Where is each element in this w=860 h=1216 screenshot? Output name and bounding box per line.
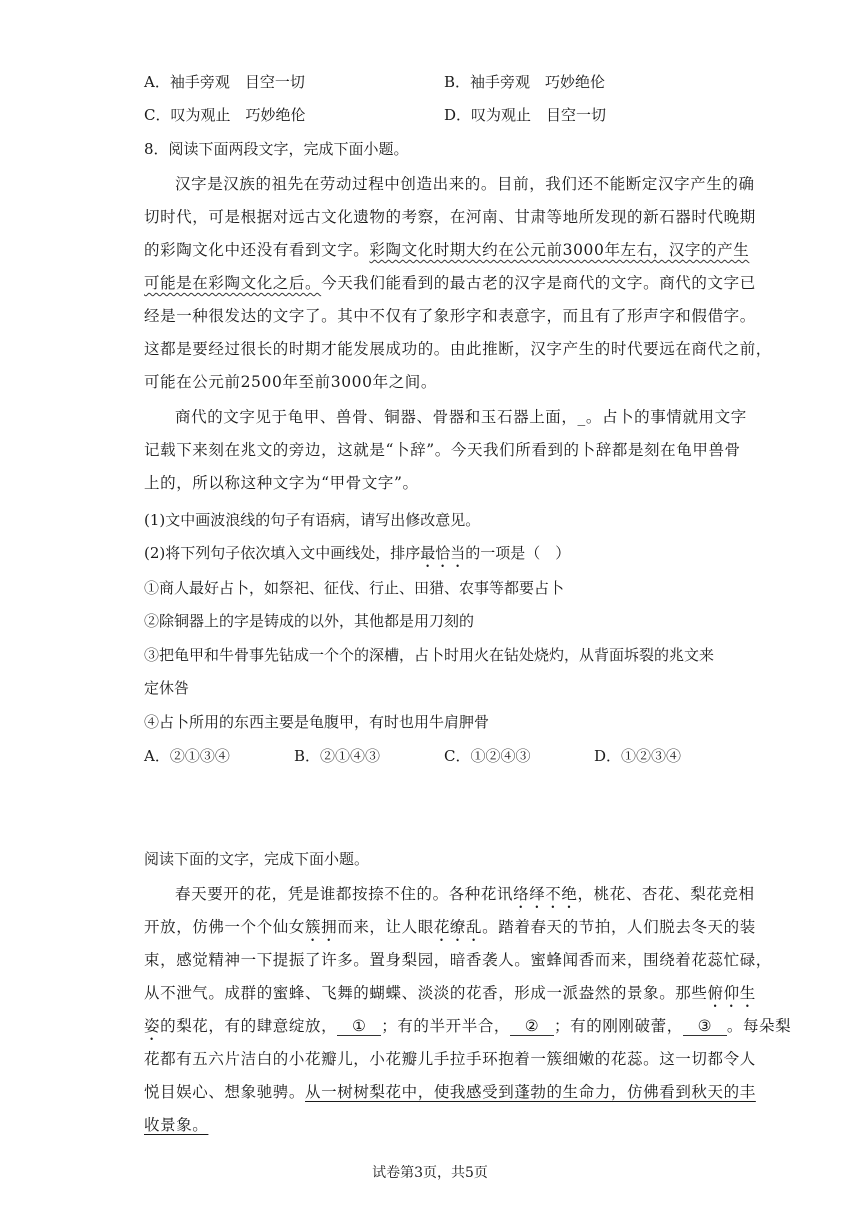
- q9-line-2: [144, 917, 756, 945]
- q8-title: 8．阅读下面两段文字，完成下面小题。: [144, 140, 409, 158]
- q8-p1-line-6: 这都是要经过很长的时期才能发展成功的。由此推断，汉字产生的时代要远在商代之前，: [144, 340, 772, 358]
- q9-line-5-c: ；有的刚刚破蕾，: [554, 1017, 683, 1035]
- q9-line-2-a: 开放，仿佛一个个仙女: [144, 918, 306, 936]
- underlined-sentence: 从一树树梨花中，使我感受到蓬勃的生命力，仿佛看到秋天的丰: [305, 1083, 756, 1101]
- q7-option-c: C．叹为观止 巧妙绝伦: [144, 106, 306, 124]
- q8-option-c: C．①②④③: [444, 747, 531, 765]
- q8-p1-line-2: 切时代，可是根据对远古文化遗物的考察，在河南、甘肃等地所发现的新石器时代晚期: [144, 208, 756, 226]
- q8-sub-question-2: [144, 543, 570, 571]
- q8-p1-line-7: 可能在公元前2500年至前3000年之间。: [144, 373, 437, 391]
- q8-p1-line-4-plain: 今天我们能看到的最古老的汉字是商代的文字。商代的文字已: [321, 274, 756, 292]
- q8-p2-line-2: 记载下来刻在兆文的旁边，这就是“卜辞”。今天我们所看到的卜辞都是刻在龟甲兽骨: [144, 441, 741, 459]
- q9-line-2-b: 而来，让人眼: [337, 918, 434, 936]
- q8-sub-question-1: (1)文中画波浪线的句子有语病，请写出修改意见。: [144, 511, 481, 529]
- q9-line-6: 花都有五六片洁白的小花瓣儿，小花瓣儿手拉手环抱着一簇细嫩的花蕊。这一切都令人: [144, 1050, 756, 1068]
- q8-sentence-3-line-2: 定休咎: [144, 679, 190, 697]
- q8-sub2-suffix: 的一项是（ ）: [465, 544, 571, 562]
- q8-p1-line-4: [144, 273, 756, 293]
- q9-line-5: [144, 1016, 791, 1044]
- page-footer: 试卷第3页，共5页: [372, 1165, 488, 1181]
- wavy-underlined-sentence: 彩陶文化时期大约在公元前3000年左右，汉字的产生: [369, 241, 750, 259]
- q8-p2-line-3: 上的，所以称这种文字为“甲骨文字”。: [144, 474, 419, 492]
- q8-sub2-emphasis: 最恰当: [420, 544, 466, 562]
- q9-line-5-d: 。每朵梨: [726, 1017, 792, 1035]
- dotted-phrase-hualiaoluan: 花缭乱: [433, 918, 483, 936]
- q8-option-d: D．①②③④: [594, 747, 682, 765]
- q9-title: 阅读下面的文字，完成下面小题。: [144, 850, 370, 868]
- q9-line-2-c: 。踏着春天的节拍，人们脱去冬天的装: [482, 918, 756, 936]
- q9-line-7-a: 悦目娱心、想象驰骋。: [144, 1083, 306, 1101]
- q8-option-b: B．②①④③: [294, 747, 381, 765]
- blank-2: ②: [510, 1017, 554, 1036]
- q9-line-5-a: 的梨花，有的肆意绽放，: [160, 1017, 338, 1035]
- dotted-phrase-zi: 姿: [144, 1017, 161, 1035]
- q8-sentence-4: ④占卜所用的东西主要是龟腹甲，有时也用牛肩胛骨: [144, 713, 490, 731]
- dotted-phrase-cuyong: 簇拥: [305, 918, 338, 936]
- q8-sentence-2: ②除铜器上的字是铸成的以外，其他都是用刀刻的: [144, 612, 475, 630]
- dotted-phrase-fuyangsheng: 俯仰生: [707, 984, 756, 1002]
- q8-sub2-prefix: (2)将下列句子依次填入文中画线处，排序: [144, 544, 421, 562]
- q8-p1-line-1: 汉字是汉族的祖先在劳动过程中创造出来的。目前，我们还不能断定汉字产生的确: [175, 175, 755, 193]
- blank-3: ③: [683, 1017, 727, 1036]
- q9-line-8: [144, 1115, 208, 1135]
- q8-sentence-1: ①商人最好占卜，如祭祀、征伐、行止、田猎、农事等都要占卜: [144, 579, 565, 597]
- q9-line-4: [144, 983, 756, 1011]
- q7-option-a: A．袖手旁观 目空一切: [144, 73, 305, 91]
- q9-line-5-b: ；有的半开半合，: [381, 1017, 511, 1035]
- q8-option-a: A．②①③④: [144, 747, 230, 765]
- q8-p1-line-5: 经是一种很发达的文字了。其中不仅有了象形字和表意字，而且有了形声字和假借字。: [144, 307, 756, 325]
- q9-line-1: [175, 884, 755, 912]
- q8-p1-line-3-plain: 的彩陶文化中还没有看到文字。: [144, 241, 370, 259]
- q9-line-1-b: ，桃花、杏花、梨花竞相: [577, 885, 755, 903]
- q9-line-1-a: 春天要开的花，凭是谁都按捺不住的。各种花讯: [175, 885, 514, 903]
- q9-line-4-a: 从不泄气。成群的蜜蜂、飞舞的蝴蝶、淡淡的花香，形成一派盎然的景象。那些: [144, 984, 708, 1002]
- wavy-underlined-sentence-end: 可能是在彩陶文化之后。: [144, 274, 322, 292]
- q7-option-d: D．叹为观止 目空一切: [444, 106, 607, 124]
- q9-line-3: 束，感觉精神一下提振了许多。置身梨园，暗香袭人。蜜蜂闻香而来，围绕着花蕊忙碌，: [144, 951, 772, 969]
- blank-1: ①: [337, 1017, 381, 1036]
- q9-line-7: [144, 1082, 756, 1102]
- q8-p2-line-1: 商代的文字见于龟甲、兽骨、铜器、骨器和玉石器上面，_。占卜的事情就用文字: [175, 408, 747, 426]
- q8-sentence-3-line-1: ③把龟甲和牛骨事先钻成一个个的深槽，占卜时用火在钻处烧灼，从背面坼裂的兆文来: [144, 646, 715, 664]
- underlined-sentence-end: 收景象。: [144, 1116, 209, 1134]
- q8-p1-line-3: [144, 240, 749, 260]
- dotted-phrase-luoyibujue: 络绎不绝: [513, 885, 578, 903]
- q7-option-b: B．袖手旁观 巧妙绝伦: [444, 73, 606, 91]
